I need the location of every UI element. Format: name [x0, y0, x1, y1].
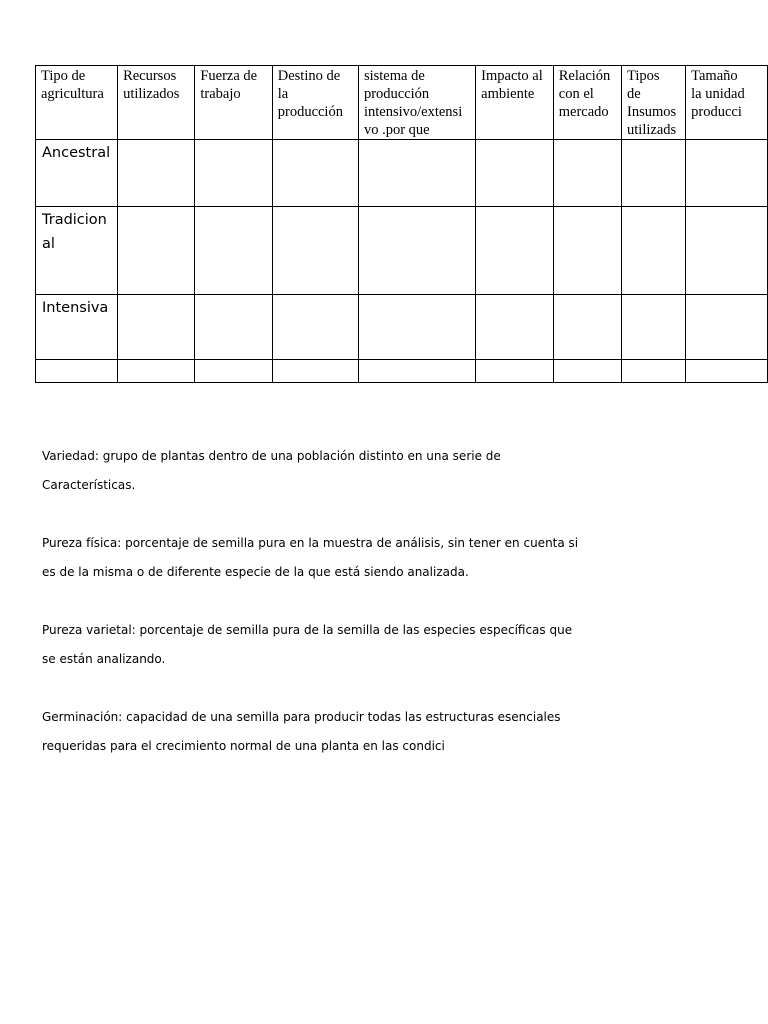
- definition-pureza-fisica: [42, 529, 579, 587]
- header-tipos-insumos: Tipos de Insumos utilizads: [622, 66, 686, 140]
- header-tipo-agricultura: Tipo de agricultura: [36, 66, 118, 140]
- table-cell: [622, 295, 686, 360]
- table-cell: [553, 295, 621, 360]
- table-row-tradicional: [36, 207, 768, 295]
- table-row-empty: [36, 360, 768, 383]
- table-cell: [358, 360, 475, 383]
- table-cell: [686, 360, 768, 383]
- table-row-intensiva: [36, 295, 768, 360]
- table-cell: [476, 295, 554, 360]
- table-cell: [358, 207, 475, 295]
- table-cell: [195, 207, 272, 295]
- table-cell: [476, 140, 554, 207]
- table-cell: [195, 360, 272, 383]
- table-cell: [476, 207, 554, 295]
- table-cell: [195, 295, 272, 360]
- table-cell: [686, 140, 768, 207]
- definition-line: Variedad: grupo de plantas dentro de una población distinto en una serie de: [42, 449, 501, 463]
- header-impacto-ambiente: Impacto al ambiente: [476, 66, 554, 140]
- definition-line: se están analizando.: [42, 652, 166, 666]
- table-header-row: [36, 66, 768, 140]
- definition-germinacion: [42, 703, 562, 761]
- table-cell: [118, 360, 195, 383]
- header-tamano-unidad: Tamaño la unidad producci: [686, 66, 768, 140]
- table-cell: [553, 140, 621, 207]
- header-recursos-utilizados: Recursos utilizados: [118, 66, 195, 140]
- definition-line: Germinación: capacidad de una semilla para producir todas las estructuras esenciales: [42, 710, 561, 724]
- table-cell: [686, 207, 768, 295]
- definition-line: requeridas para el crecimiento normal de una planta en las condici: [42, 739, 445, 753]
- table-cell: [195, 140, 272, 207]
- table-cell: [622, 360, 686, 383]
- table-cell: [553, 207, 621, 295]
- table-cell: [476, 360, 554, 383]
- table-row-ancestral: [36, 140, 768, 207]
- table-cell: [272, 207, 358, 295]
- table-cell: [622, 207, 686, 295]
- table-cell: [272, 295, 358, 360]
- table-cell: [358, 295, 475, 360]
- definition-line: Características.: [42, 478, 136, 492]
- row-label-ancestral: Ancestral: [36, 140, 118, 207]
- header-fuerza-trabajo: Fuerza de trabajo: [195, 66, 272, 140]
- definition-line: Pureza varietal: porcentaje de semilla pura de la semilla de las especies específicas que: [42, 623, 573, 637]
- header-sistema-produccion: sistema de producción intensivo/extensi vo .por que: [358, 66, 475, 140]
- header-relacion-mercado: Relación con el mercado: [553, 66, 621, 140]
- table-cell: [686, 295, 768, 360]
- row-label-intensiva: Intensiva: [36, 295, 118, 360]
- definitions-section: [42, 442, 579, 790]
- table-cell: [358, 140, 475, 207]
- table-cell: [118, 140, 195, 207]
- row-label-tradicional: Tradicion al: [36, 207, 118, 295]
- definition-line: Pureza física: porcentaje de semilla pura en la muestra de análisis, sin tener en cuenta si: [42, 536, 579, 550]
- table-cell: [118, 295, 195, 360]
- header-destino-produccion: Destino de la producción: [272, 66, 358, 140]
- table-cell: [622, 140, 686, 207]
- definition-variedad: [42, 442, 562, 500]
- table-cell: [272, 140, 358, 207]
- definition-pureza-varietal: [42, 616, 573, 674]
- table-cell: [272, 360, 358, 383]
- row-label-empty: [36, 360, 118, 383]
- definition-line: es de la misma o de diferente especie de la que está siendo analizada.: [42, 565, 469, 579]
- agriculture-comparison-table: [35, 65, 768, 383]
- table-frame: [0, 0, 768, 400]
- table-cell: [553, 360, 621, 383]
- table-cell: [118, 207, 195, 295]
